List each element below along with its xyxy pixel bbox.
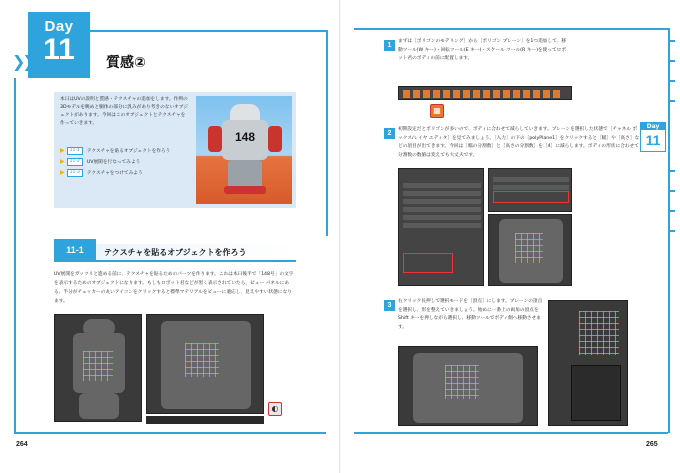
- robot-silhouette: [79, 393, 119, 419]
- step-text: 初期設定だとポリゴンが多いので、ボディに合わせて減らしていきます。プレーンを選択した状態で［チャネル ボックス/レイヤ エディタ］を見てみましょう。［入力］の下の［polyPlane1］をクリックすると［幅］や［高さ］などの項目が出てきます。今回は［幅の分割数］と［高さの分割数］を［4］に減らします。ボディの形状に合わせて分割数の数値は変えても大丈夫です。: [398, 127, 640, 158]
- viewport-screenshot: [398, 346, 538, 426]
- edge-tick: [668, 40, 675, 42]
- edge-tick: [668, 190, 675, 192]
- robot-arm: [208, 126, 222, 152]
- robot-arm: [268, 126, 282, 152]
- shelf-toolbar-screenshot: [398, 86, 572, 100]
- frame-bottom-right: [354, 432, 668, 434]
- triangle-right-icon: ▶: [60, 169, 65, 176]
- edge-tick: [668, 100, 675, 102]
- page-number-right: 265: [646, 441, 658, 448]
- day-label: Day: [44, 18, 74, 35]
- triangle-right-icon: ▶: [60, 147, 65, 154]
- toc-label: テクスチャを貼るオブジェクトを作ろう: [86, 148, 171, 154]
- lesson-title: 質感②: [106, 55, 146, 71]
- step-number: 1: [384, 40, 395, 51]
- toc-item[interactable]: [60, 156, 190, 167]
- shelf-icons[interactable]: [403, 90, 563, 98]
- frame-top-left: [90, 30, 326, 32]
- side-tab-number: 11: [645, 132, 661, 148]
- gutter: [339, 0, 341, 473]
- day-number: 11: [43, 33, 75, 66]
- toc-badge: 11-2: [67, 158, 83, 166]
- plane-grid: [185, 343, 219, 377]
- frame-left-edge: [14, 78, 16, 433]
- robot-number: 148: [234, 130, 256, 144]
- edge-tick: [668, 210, 675, 212]
- edge-tick: [668, 230, 675, 232]
- section-badge: 11-1: [54, 239, 96, 261]
- attr-row: [403, 207, 481, 212]
- side-day-tab: [640, 122, 666, 152]
- viewport-screenshot: [54, 314, 142, 422]
- frame-right-left: [326, 30, 328, 236]
- toc-badge: 11-1: [67, 147, 83, 155]
- toc-item[interactable]: [60, 145, 190, 156]
- edge-tick: [668, 170, 675, 172]
- robot-legs: [228, 160, 262, 188]
- triangle-right-icon: ▶: [60, 158, 65, 165]
- attr-row: [403, 215, 481, 220]
- attr-row: [493, 177, 569, 182]
- frame-top-right: [354, 28, 668, 30]
- highlight-box: [493, 191, 569, 203]
- step-text: まずは［ポリゴンのモデリング］から［ポリゴン プレーン］を1つ追加して、移動ツール(W キー)・回転ツール(E キー)・スケール ツール(R キー)を使ってロボット君のボディの前に配置します。: [398, 39, 567, 61]
- plane-grid: [579, 311, 619, 355]
- plane-grid: [515, 233, 543, 263]
- robot-render-image: [196, 96, 292, 204]
- section-title: テクスチャを貼るオブジェクトを作ろう: [104, 248, 247, 257]
- viewport-screenshot: [488, 214, 572, 286]
- plane-tool-icon[interactable]: ▦: [430, 104, 444, 118]
- toc-label: テクスチャをつけてみよう: [86, 170, 143, 176]
- edge-tick: [668, 60, 675, 62]
- attr-row: [403, 183, 481, 188]
- robot-silhouette: [83, 319, 115, 337]
- polyplane-attr-screenshot: [488, 168, 572, 212]
- step-number: 3: [384, 300, 395, 311]
- plane-grid: [445, 365, 479, 399]
- double-chevron-icon: ❯❯: [12, 52, 33, 71]
- channel-box-screenshot: [398, 168, 484, 286]
- edge-tick: [668, 80, 675, 82]
- day-box: [28, 12, 90, 78]
- toc-badge: 11-3: [67, 169, 83, 177]
- robot-feet: [224, 186, 266, 194]
- attr-row: [403, 199, 481, 204]
- step-number: 2: [384, 128, 395, 139]
- page-number-left: 264: [16, 441, 28, 448]
- section-body-text: UV展開をガッツリと進める前に、テクスチャを貼るためのパーツを作ります。これは本日後半で「148号」の文字を表示するためのオブジェクトになります。もしもロボット君などが黒く表示されていたら、ビュー パネルにある、半分がチェッカーの丸いアイコンをクリックすると標準マテリアルをビューに適応し、見えやすい状態になります。: [54, 272, 294, 304]
- plane-grid: [83, 351, 113, 381]
- viewport-screenshot: [146, 314, 264, 414]
- attr-row: [403, 191, 481, 196]
- highlight-box: [403, 253, 453, 273]
- side-tab-label: Day: [641, 123, 665, 130]
- marking-menu-screenshot: [548, 300, 628, 426]
- checker-material-icon[interactable]: ◐: [268, 402, 282, 416]
- context-menu[interactable]: [571, 365, 621, 421]
- attr-row: [403, 223, 481, 228]
- intro-text: 本日はUVの説明と質感・テクスチャの追加をします。作例の3Dモデルを眺めと胴体の部分に汎みがあり考きのないオブジェクトがあります。今回はこのオブジェクトとテクスチャを作っていきます。: [60, 97, 188, 126]
- frame-bottom-left: [14, 432, 326, 434]
- toc-label: UV展開を行なってみよう: [86, 159, 141, 165]
- step-text: 右クリック長押しで選択モードを［頂点］にします。プレーンの頂点を選択し、形を整えていきましょう。始めに一番上の両角の頂点を Shift キーを押しながら選択し、移動ツールでボディ側へ移動させます。: [398, 299, 543, 330]
- toc-list: [60, 145, 190, 178]
- attr-row: [493, 185, 569, 190]
- viewport-toolbar[interactable]: [146, 416, 264, 424]
- toc-item[interactable]: [60, 167, 190, 178]
